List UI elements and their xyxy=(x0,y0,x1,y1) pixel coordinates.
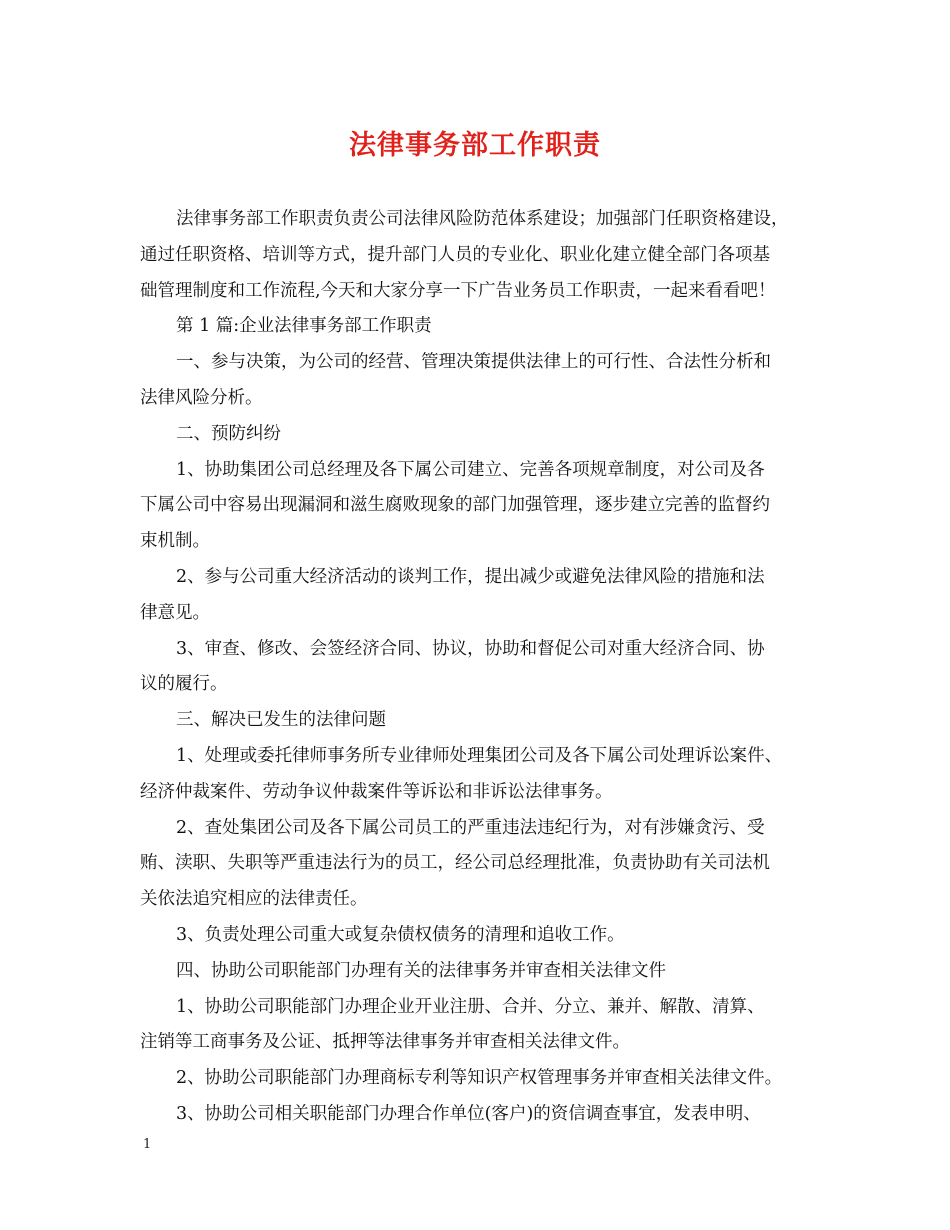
paragraph-line: 2、参与公司重大经济活动的谈判工作，提出减少或避免法律风险的措施和法 xyxy=(176,566,765,587)
paragraph-line: 下属公司中容易出现漏洞和滋生腐败现象的部门加强管理，逐步建立完善的监督约 xyxy=(140,495,770,516)
paragraph-line: 束机制。 xyxy=(140,531,210,552)
paragraph-line: 法律风险分析。 xyxy=(140,387,263,408)
paragraph-line: 一、参与决策，为公司的经营、管理决策提供法律上的可行性、合法性分析和 xyxy=(176,352,771,373)
paragraph-line: 3、审查、修改、会签经济合同、协议，协助和督促公司对重大经济合同、协 xyxy=(176,638,765,659)
document-title: 法律事务部工作职责 xyxy=(349,130,601,161)
paragraph-line: 律意见。 xyxy=(140,602,210,623)
page-number: 1 xyxy=(143,1137,152,1152)
paragraph-line: 1、协助公司职能部门办理企业开业注册、合并、分立、兼并、解散、清算、 xyxy=(176,996,765,1017)
paragraph-line: 2、协助公司职能部门办理商标专利等知识产权管理事务并审查相关法律文件。 xyxy=(176,1068,783,1089)
paragraph-line: 关依法追究相应的法律责任。 xyxy=(140,889,368,910)
paragraph-line: 3、协助公司相关职能部门办理合作单位(客户)的资信调查事宜，发表申明、 xyxy=(176,1103,761,1124)
paragraph-line: 1、处理或委托律师事务所专业律师处理集团公司及各下属公司处理诉讼案件、 xyxy=(176,745,783,766)
paragraph-line: 经济仲裁案件、劳动争议仲裁案件等诉讼和非诉讼法律事务。 xyxy=(140,781,613,802)
section-heading: 第 1 篇:企业法律事务部工作职责 xyxy=(176,316,432,337)
document-body xyxy=(140,202,810,1133)
paragraph-line: 贿、渎职、失职等严重违法行为的员工，经公司总经理批准，负责协助有关司法机 xyxy=(140,853,770,874)
section-heading: 三、解决已发生的法律问题 xyxy=(176,710,386,731)
paragraph-line: 通过任职资格、培训等方式，提升部门人员的专业化、职业化建立健全部门各项基 xyxy=(140,244,770,265)
paragraph-line: 3、负责处理公司重大或复杂债权债务的清理和追收工作。 xyxy=(176,924,625,945)
section-heading: 二、预防纠纷 xyxy=(176,423,281,444)
paragraph-line: 议的履行。 xyxy=(140,674,228,695)
paragraph-line: 2、查处集团公司及各下属公司员工的严重违法违纪行为，对有涉嫌贪污、受 xyxy=(176,817,765,838)
paragraph-line: 1、协助集团公司总经理及各下属公司建立、完善各项规章制度，对公司及各 xyxy=(176,459,765,480)
paragraph-line: 础管理制度和工作流程,今天和大家分享一下广告业务员工作职责，一起来看看吧！ xyxy=(140,280,776,301)
section-heading: 四、协助公司职能部门办理有关的法律事务并审查相关法律文件 xyxy=(176,960,666,981)
paragraph-line: 注销等工商事务及公证、抵押等法律事务并审查相关法律文件。 xyxy=(140,1032,630,1053)
paragraph-line: 法律事务部工作职责负责公司法律风险防范体系建设；加强部门任职资格建设， xyxy=(176,209,789,229)
